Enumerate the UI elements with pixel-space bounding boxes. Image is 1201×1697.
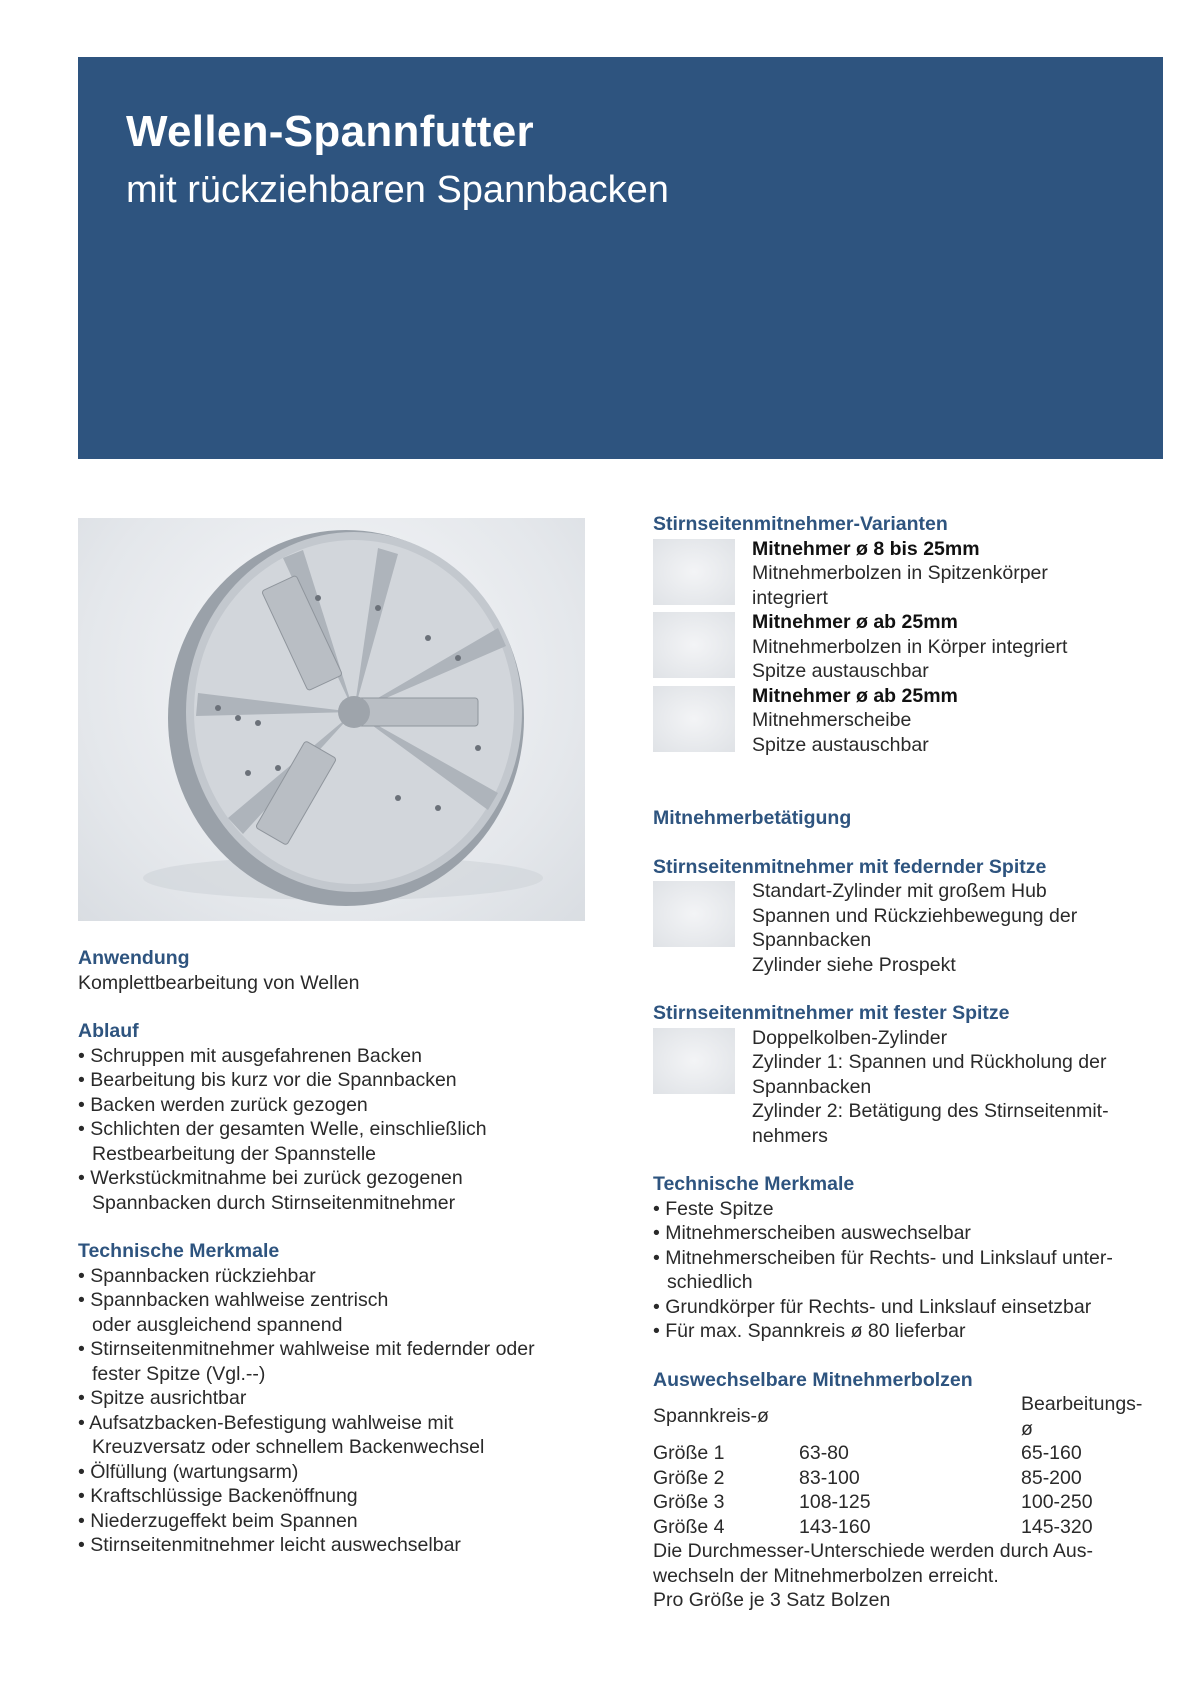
bolzen-heading: Auswechselbare Mitnehmerbolzen xyxy=(653,1368,973,1391)
variant-line: Spitze austauschbar xyxy=(752,660,929,682)
fest-line: Doppelkolben-Zylinder xyxy=(752,1026,948,1049)
fest-line: Zylinder 2: Betätigung des Stirnseitenmit- xyxy=(752,1100,1109,1122)
fest-heading: Stirnseitenmitnehmer mit fester Spitze xyxy=(653,1002,1010,1024)
table-row xyxy=(653,1466,1153,1491)
cell-size: Größe 2 xyxy=(653,1466,725,1489)
right-merkmale-heading: Technische Merkmale xyxy=(653,1173,855,1195)
right-merkmale-item: • Mitnehmerscheiben für Rechts- und Linkslauf unter-schiedlich xyxy=(653,1246,1147,1295)
fest-line: Spannbacken xyxy=(752,1075,872,1098)
variant-line: Spitze austauschbar xyxy=(752,733,929,756)
right-column xyxy=(653,512,1153,1613)
product-image xyxy=(78,518,585,921)
variant-thumbnail xyxy=(653,539,735,605)
ablauf-item: • Schruppen mit ausgefahrenen Backen xyxy=(78,1044,598,1069)
variant-item xyxy=(653,537,1153,611)
cell-bearb: 100-250 xyxy=(1021,1491,1093,1513)
right-merkmale-item: • Grundkörper für Rechts- und Linkslauf einsetzbar xyxy=(653,1295,1153,1320)
left-column xyxy=(78,946,598,1558)
header-banner xyxy=(78,57,1163,459)
bolzen-table xyxy=(653,1392,1153,1539)
variant-line: integriert xyxy=(752,586,828,609)
cell-bearb: 65-160 xyxy=(1021,1442,1082,1464)
merkmale-item: • Niederzugeffekt beim Spannen xyxy=(78,1509,598,1534)
right-merkmale-item: • Für max. Spannkreis ø 80 lieferbar xyxy=(653,1319,1153,1344)
right-merkmale-item: • Mitnehmerscheiben auswechselbar xyxy=(653,1221,1153,1246)
ablauf-heading: Ablauf xyxy=(78,1020,139,1042)
fest-item xyxy=(653,1026,1153,1149)
variant-thumbnail xyxy=(653,612,735,678)
cell-bearb: 145-320 xyxy=(1021,1515,1093,1538)
variant-title: Mitnehmer ø ab 25mm xyxy=(752,684,958,707)
table-row xyxy=(653,1441,1153,1466)
page-subtitle: mit rückziehbaren Spannbacken xyxy=(126,169,669,211)
right-merkmale-item: • Feste Spitze xyxy=(653,1197,1153,1222)
fest-thumbnail xyxy=(653,1028,735,1094)
varianten-heading: Stirnseitenmitnehmer-Varianten xyxy=(653,513,948,535)
cell-size: Größe 3 xyxy=(653,1491,725,1513)
merkmale-item: • Spannbacken wahlweise zentrisch oder ausgleichend spannend xyxy=(78,1288,422,1337)
merkmale-item: • Spitze ausrichtbar xyxy=(78,1386,598,1411)
cell-size: Größe 1 xyxy=(653,1442,725,1464)
merkmale-item: • Stirnseitenmitnehmer leicht auswechselbar xyxy=(78,1533,598,1558)
bolzen-note: Die Durchmesser-Unterschiede werden durch Aus- xyxy=(653,1540,1094,1562)
variant-item xyxy=(653,610,1153,684)
col-spannkreis: Spannkreis-ø xyxy=(653,1405,769,1428)
cell-spann: 108-125 xyxy=(799,1491,871,1513)
page-title: Wellen-Spannfutter xyxy=(126,107,534,156)
cell-bearb: 85-200 xyxy=(1021,1466,1082,1489)
ablauf-item: • Backen werden zurück gezogen xyxy=(78,1093,598,1118)
merkmale-item: • Stirnseitenmitnehmer wahlweise mit federnder oder fester Spitze (Vgl.--) xyxy=(78,1337,552,1386)
col-bearbeitung: Bearbeitungs-ø xyxy=(1021,1393,1143,1440)
cell-spann: 143-160 xyxy=(799,1515,871,1538)
merkmale-item: • Ölfüllung (wartungsarm) xyxy=(78,1460,598,1485)
bolzen-note: Pro Größe je 3 Satz Bolzen xyxy=(653,1589,891,1611)
variant-item xyxy=(653,684,1153,758)
variant-line: Mitnehmerbolzen in Spitzenkörper xyxy=(752,562,1048,584)
cell-spann: 63-80 xyxy=(799,1442,849,1464)
variant-line: Mitnehmerscheibe xyxy=(752,709,912,731)
ablauf-item: • Schlichten der gesamten Welle, einschließlich Restbearbeitung der Spannstelle xyxy=(78,1117,532,1166)
federnd-line: Spannen und Rückziehbewegung der xyxy=(752,904,1078,927)
merkmale-item: • Kraftschlüssige Backenöffnung xyxy=(78,1484,598,1509)
federnd-line: Standart-Zylinder mit großem Hub xyxy=(752,880,1047,902)
anwendung-heading: Anwendung xyxy=(78,947,190,969)
federnd-thumbnail xyxy=(653,881,735,947)
table-row xyxy=(653,1515,1153,1540)
ablauf-item: • Bearbeitung bis kurz vor die Spannbacken xyxy=(78,1068,598,1093)
fest-line: Zylinder 1: Spannen und Rückholung der xyxy=(752,1051,1107,1073)
variant-title: Mitnehmer ø ab 25mm xyxy=(752,611,958,633)
betaetigung-heading: Mitnehmerbetätigung xyxy=(653,807,852,829)
table-row xyxy=(653,1490,1153,1515)
federnd-item xyxy=(653,879,1153,977)
anwendung-text: Komplettbearbeitung von Wellen xyxy=(78,971,360,994)
bolzen-note: wechseln der Mitnehmerbolzen erreicht. xyxy=(653,1564,999,1587)
cell-spann: 83-100 xyxy=(799,1466,860,1489)
fest-line: nehmers xyxy=(752,1124,828,1147)
federnd-line: Spannbacken xyxy=(752,929,872,951)
merkmale-item: • Spannbacken rückziehbar xyxy=(78,1264,598,1289)
merkmale-item: • Aufsatzbacken-Befestigung wahlweise mit Kreuzversatz oder schnellem Backenwechsel xyxy=(78,1411,562,1460)
federnd-line: Zylinder siehe Prospekt xyxy=(752,953,956,976)
cell-size: Größe 4 xyxy=(653,1515,725,1538)
ablauf-item: • Werkstückmitnahme bei zurück gezogenen Spannbacken durch Stirnseitenmitnehmer xyxy=(78,1166,512,1215)
federnd-heading: Stirnseitenmitnehmer mit federnder Spitze xyxy=(653,855,1047,878)
variant-thumbnail xyxy=(653,686,735,752)
variant-line: Mitnehmerbolzen in Körper integriert xyxy=(752,635,1068,658)
table-header-row xyxy=(653,1392,1153,1441)
variant-title: Mitnehmer ø 8 bis 25mm xyxy=(752,537,980,560)
merkmale-heading: Technische Merkmale xyxy=(78,1240,280,1262)
